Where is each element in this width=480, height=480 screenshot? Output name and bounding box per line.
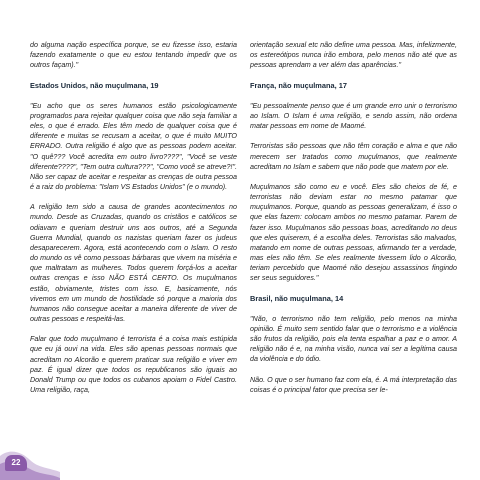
section-heading: Brasil, não muçulmana, 14: [250, 293, 344, 303]
section-heading: Estados Unidos, não muçulmana, 19: [30, 80, 159, 90]
page-number: 22: [5, 455, 27, 471]
paragraph: Terroristas são pessoas que não têm coração e alma e que não merecem ser tratados como muçulmanos, que realmente acreditam no Islam e sabem que não pode que matem por ele.: [250, 142, 457, 171]
right-column: [250, 40, 457, 405]
paragraph: A religião tem sido a causa de grandes acontecimentos no mundo. Desde as Cruzadas, quando os cristãos e católicos se odiavam e queriam destruir uns aos outros, até a Segunda Guerra Mundial, quando os nazistas queriam fazer os judeus desaparecerem. Agora, está acontecendo com o Islam. O resto do mundo os vê como pessoas bárbaras que vivem na miséria e que maltratam as mulheres. Todos querem forçá-los a aceitar outras crenças e isso NÃO ESTÁ CERTO. Os muçulmanos estão, obviamente, tristes com isso. E, basicamente, nós vivemos em um mundo de hostilidade só porque a maioria dos humanos não consegue aceitar a maneira diferente de viver de outras pessoas e respeitá-las.: [30, 203, 237, 324]
paragraph: "Eu acho que os seres humanos estão psicologicamente programados para rejeitar qualquer coisa que não seja familiar a eles, o que é errado. Eles têm medo de qualquer coisa que é diferente e muitas se recusam a aceitar, o que é muito MUITO ERRADO. Outra religião é algo que as pessoas podem aceitar. "O quê??? Você acredita em outro livro????", "Você se veste diferente????", "Tem outra cultura???", "Como você se atreve?!". Não ser capaz de aceitar e respeitar as crenças de outra pessoa é a raiz do problema: "Islam VS Estados Unidos" (e o mundo).: [30, 101, 237, 192]
paragraph: Muçulmanos são como eu e você. Eles são cheios de fé, e terroristas não deviam estar no mesmo patamar que muçulmanos. Porque, quando as pessoas generalizam, é isso o que elas fazem: colocam ambos no mesmo patamar. Parem de fazer isso. Muçulmanos são pessoas boas, acreditando no deus que eles quiserem, é a escolha deles. Terroristas são malvados, matando em nome de outras pessoas, afirmando ter a verdade, mas eles não têm. Se eles realmente tivessem lido o Alcorão, teriam percebido que Maomé não desejou assassinos fingindo ser seus seguidores.": [250, 182, 457, 283]
left-column: [30, 40, 237, 405]
paragraph: Falar que todo muçulmano é terrorista é a coisa mais estúpida que eu já ouvi na vida. Eles são apenas pessoas normais que acreditam no Alcorão e querem praticar sua religião e viver em paz. É igual dizer que todos os republicanos são iguais ao Donald Trump ou que todos os cubanos apoiam o Fidel Castro. Uma religião, raça,: [30, 335, 237, 395]
paragraph: Não. O que o ser humano faz com ela, é. A má interpretação das coisas é o principal fator que precisa ser le-: [250, 375, 457, 394]
paragraph: orientação sexual etc não define uma pessoa. Mas, infelizmente, os estereótipos nunca irão embora, pelo menos não até que as pessoas aprendam a ver além das aparências.": [250, 41, 457, 70]
paragraph: "Eu pessoalmente penso que é um grande erro unir o terrorismo ao Islam. O Islam é uma religião, e sendo assim, não ordena matar pessoas em nome de Maomé.: [250, 101, 457, 131]
section-heading: França, não muçulmana, 17: [250, 80, 347, 90]
paragraph: "Não, o terrorismo não tem religião, pelo menos na minha opinião. É muito sem sentido falar que o terrorismo e a violência são frutos da religião, pois ela tenta espalhar a paz e o amor. A religião não é e, na minha visão, nunca vai ser a legítima causa da violência e do ódio.: [250, 314, 457, 364]
paragraph: do alguma nação específica porque, se eu fizesse isso, estaria fazendo exatamente o que eu estou tentando impedir que os outros façam).": [30, 41, 237, 70]
